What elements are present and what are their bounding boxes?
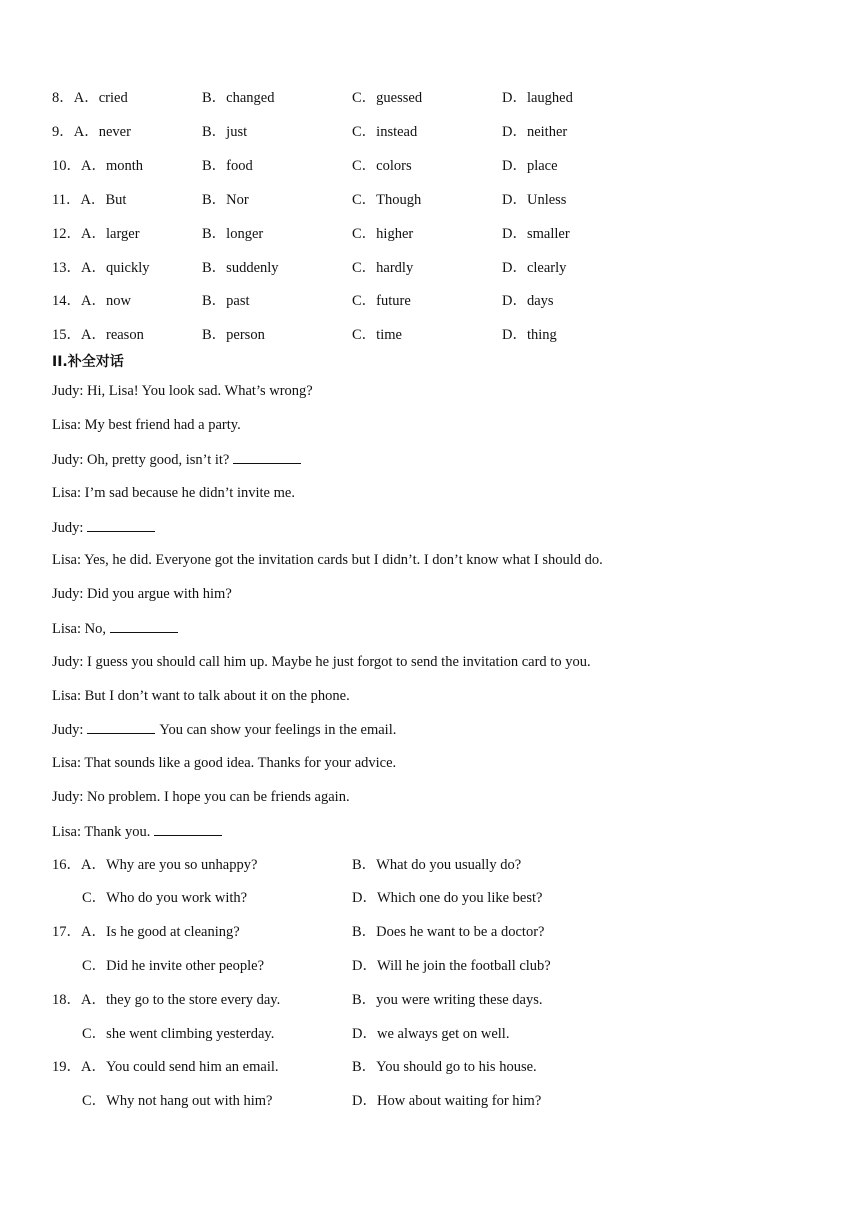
option-c[interactable]: C．instead (352, 124, 418, 140)
option-c[interactable]: C．time (352, 327, 402, 343)
dialogue-line (52, 517, 159, 537)
option-b[interactable]: B．suddenly (202, 260, 279, 276)
option-a[interactable] (52, 122, 131, 142)
dialogue-text: Judy: (52, 520, 84, 536)
option-b[interactable]: B．food (202, 158, 253, 174)
option-b[interactable]: B．you were writing these days. (352, 992, 543, 1008)
dialogue-line (52, 483, 295, 503)
dialogue-line (52, 618, 182, 638)
dialogue-line (52, 381, 313, 401)
dialogue-line (52, 686, 350, 706)
answer-blank[interactable] (154, 821, 222, 836)
dialogue-text: Lisa: But I don’t want to talk about it on the phone. (52, 688, 350, 704)
option-a-text: Why are you so unhappy? (105, 857, 258, 873)
option-c[interactable]: C．she went climbing yesterday. (82, 1026, 275, 1042)
question-number: 8．A． (52, 90, 99, 106)
option-a[interactable] (52, 922, 240, 942)
option-c[interactable]: C．higher (352, 226, 414, 242)
dialogue-line (52, 584, 232, 604)
option-d[interactable]: D．How about waiting for him? (352, 1093, 542, 1109)
option-a[interactable] (52, 325, 144, 345)
dialogue-line (52, 787, 350, 807)
question-number: 9．A． (52, 124, 99, 140)
dialogue-line (52, 821, 226, 841)
option-c[interactable]: C．colors (352, 158, 412, 174)
option-d[interactable]: D．Which one do you like best? (352, 890, 543, 906)
dialogue-text: Lisa: Yes, he did. Everyone got the invitation cards but I didn’t. I don’t know what I should do. (52, 552, 603, 568)
option-b[interactable]: B．changed (202, 90, 275, 106)
option-d[interactable]: D．we always get on well. (352, 1026, 510, 1042)
dialogue-line (52, 753, 396, 773)
question-number: 15．A． (52, 327, 106, 343)
dialogue-text: Judy: I guess you should call him up. Maybe he just forgot to send the invitation card to you. (52, 654, 591, 670)
option-d[interactable]: D．clearly (502, 260, 567, 276)
option-c[interactable]: C．future (352, 293, 411, 309)
question-number: 12．A． (52, 226, 106, 242)
answer-blank[interactable] (87, 517, 155, 532)
option-b[interactable]: B．Nor (202, 192, 249, 208)
question-number: 13．A． (52, 260, 106, 276)
answer-blank[interactable] (87, 719, 155, 734)
dialogue-text: Lisa: My best friend had a party. (52, 417, 241, 433)
answer-blank[interactable] (110, 618, 178, 633)
dialogue-text: Lisa: That sounds like a good idea. Thanks for your advice. (52, 755, 397, 771)
question-number: 18．A． (52, 992, 106, 1008)
option-b[interactable]: B．just (202, 124, 248, 140)
option-c[interactable]: C．Who do you work with? (82, 890, 248, 906)
option-d[interactable]: D．smaller (502, 226, 570, 242)
option-d[interactable]: D．thing (502, 327, 557, 343)
option-a-text: You could send him an email. (105, 1059, 279, 1075)
option-a-text: But (105, 192, 127, 208)
option-b[interactable]: B．What do you usually do? (352, 857, 522, 873)
option-d[interactable]: D．place (502, 158, 558, 174)
option-a[interactable] (52, 1057, 279, 1077)
dialogue-text: Lisa: I’m sad because he didn’t invite me. (52, 485, 295, 501)
option-d[interactable]: D．laughed (502, 90, 573, 106)
dialogue-line (52, 652, 591, 672)
option-c[interactable]: C．Though (352, 192, 422, 208)
option-a[interactable] (52, 156, 143, 176)
dialogue-text-after: You can show your feelings in the email. (159, 722, 397, 738)
option-c[interactable]: C．guessed (352, 90, 423, 106)
question-number: 17．A． (52, 924, 106, 940)
option-a-text: quickly (105, 260, 150, 276)
dialogue-line (52, 449, 305, 469)
option-a[interactable] (52, 990, 280, 1010)
dialogue-text: Lisa: Thank you. (52, 824, 151, 840)
option-a[interactable] (52, 190, 126, 210)
question-number: 14．A． (52, 293, 106, 309)
option-c[interactable]: C．Did he invite other people? (82, 958, 265, 974)
answer-blank[interactable] (233, 449, 301, 464)
option-a-text: never (98, 124, 131, 140)
option-a-text: reason (105, 327, 144, 343)
dialogue-text: Lisa: No, (52, 621, 106, 637)
question-number: 16．A． (52, 857, 106, 873)
option-a-text: Is he good at cleaning? (105, 924, 240, 940)
question-number: 11．A． (52, 192, 106, 208)
dialogue-text: Judy: Did you argue with him? (52, 586, 232, 602)
option-a[interactable] (52, 291, 131, 311)
option-a-text: cried (98, 90, 128, 106)
option-c[interactable]: C．hardly (352, 260, 414, 276)
option-a[interactable] (52, 258, 149, 278)
option-b[interactable]: B．Does he want to be a doctor? (352, 924, 545, 940)
option-a-text: now (105, 293, 131, 309)
option-d[interactable]: D．neither (502, 124, 568, 140)
question-number: 10．A． (52, 158, 106, 174)
option-d[interactable]: D．days (502, 293, 554, 309)
dialogue-text: Judy: No problem. I hope you can be friends again. (52, 789, 350, 805)
option-a-text: they go to the store every day. (105, 992, 281, 1008)
option-a[interactable] (52, 224, 140, 244)
option-b[interactable]: B．past (202, 293, 250, 309)
option-b[interactable]: B．longer (202, 226, 264, 242)
option-b[interactable]: B．person (202, 327, 265, 343)
section-title: II.补全对话 (52, 354, 124, 370)
dialogue-line (52, 415, 241, 435)
option-a[interactable] (52, 88, 128, 108)
option-d[interactable]: D．Unless (502, 192, 567, 208)
option-a-text: larger (105, 226, 140, 242)
option-c[interactable]: C．Why not hang out with him? (82, 1093, 273, 1109)
question-number: 19．A． (52, 1059, 106, 1075)
dialogue-text: Judy: (52, 722, 84, 738)
option-a-text: month (105, 158, 144, 174)
option-d[interactable]: D．Will he join the football club? (352, 958, 551, 974)
dialogue-line (52, 550, 603, 570)
dialogue-line (52, 719, 396, 739)
dialogue-text: Judy: Hi, Lisa! You look sad. What’s wrong? (52, 383, 313, 399)
option-b[interactable]: B．You should go to his house. (352, 1059, 537, 1075)
dialogue-text: Judy: Oh, pretty good, isn’t it? (52, 452, 230, 468)
option-a[interactable] (52, 855, 257, 875)
